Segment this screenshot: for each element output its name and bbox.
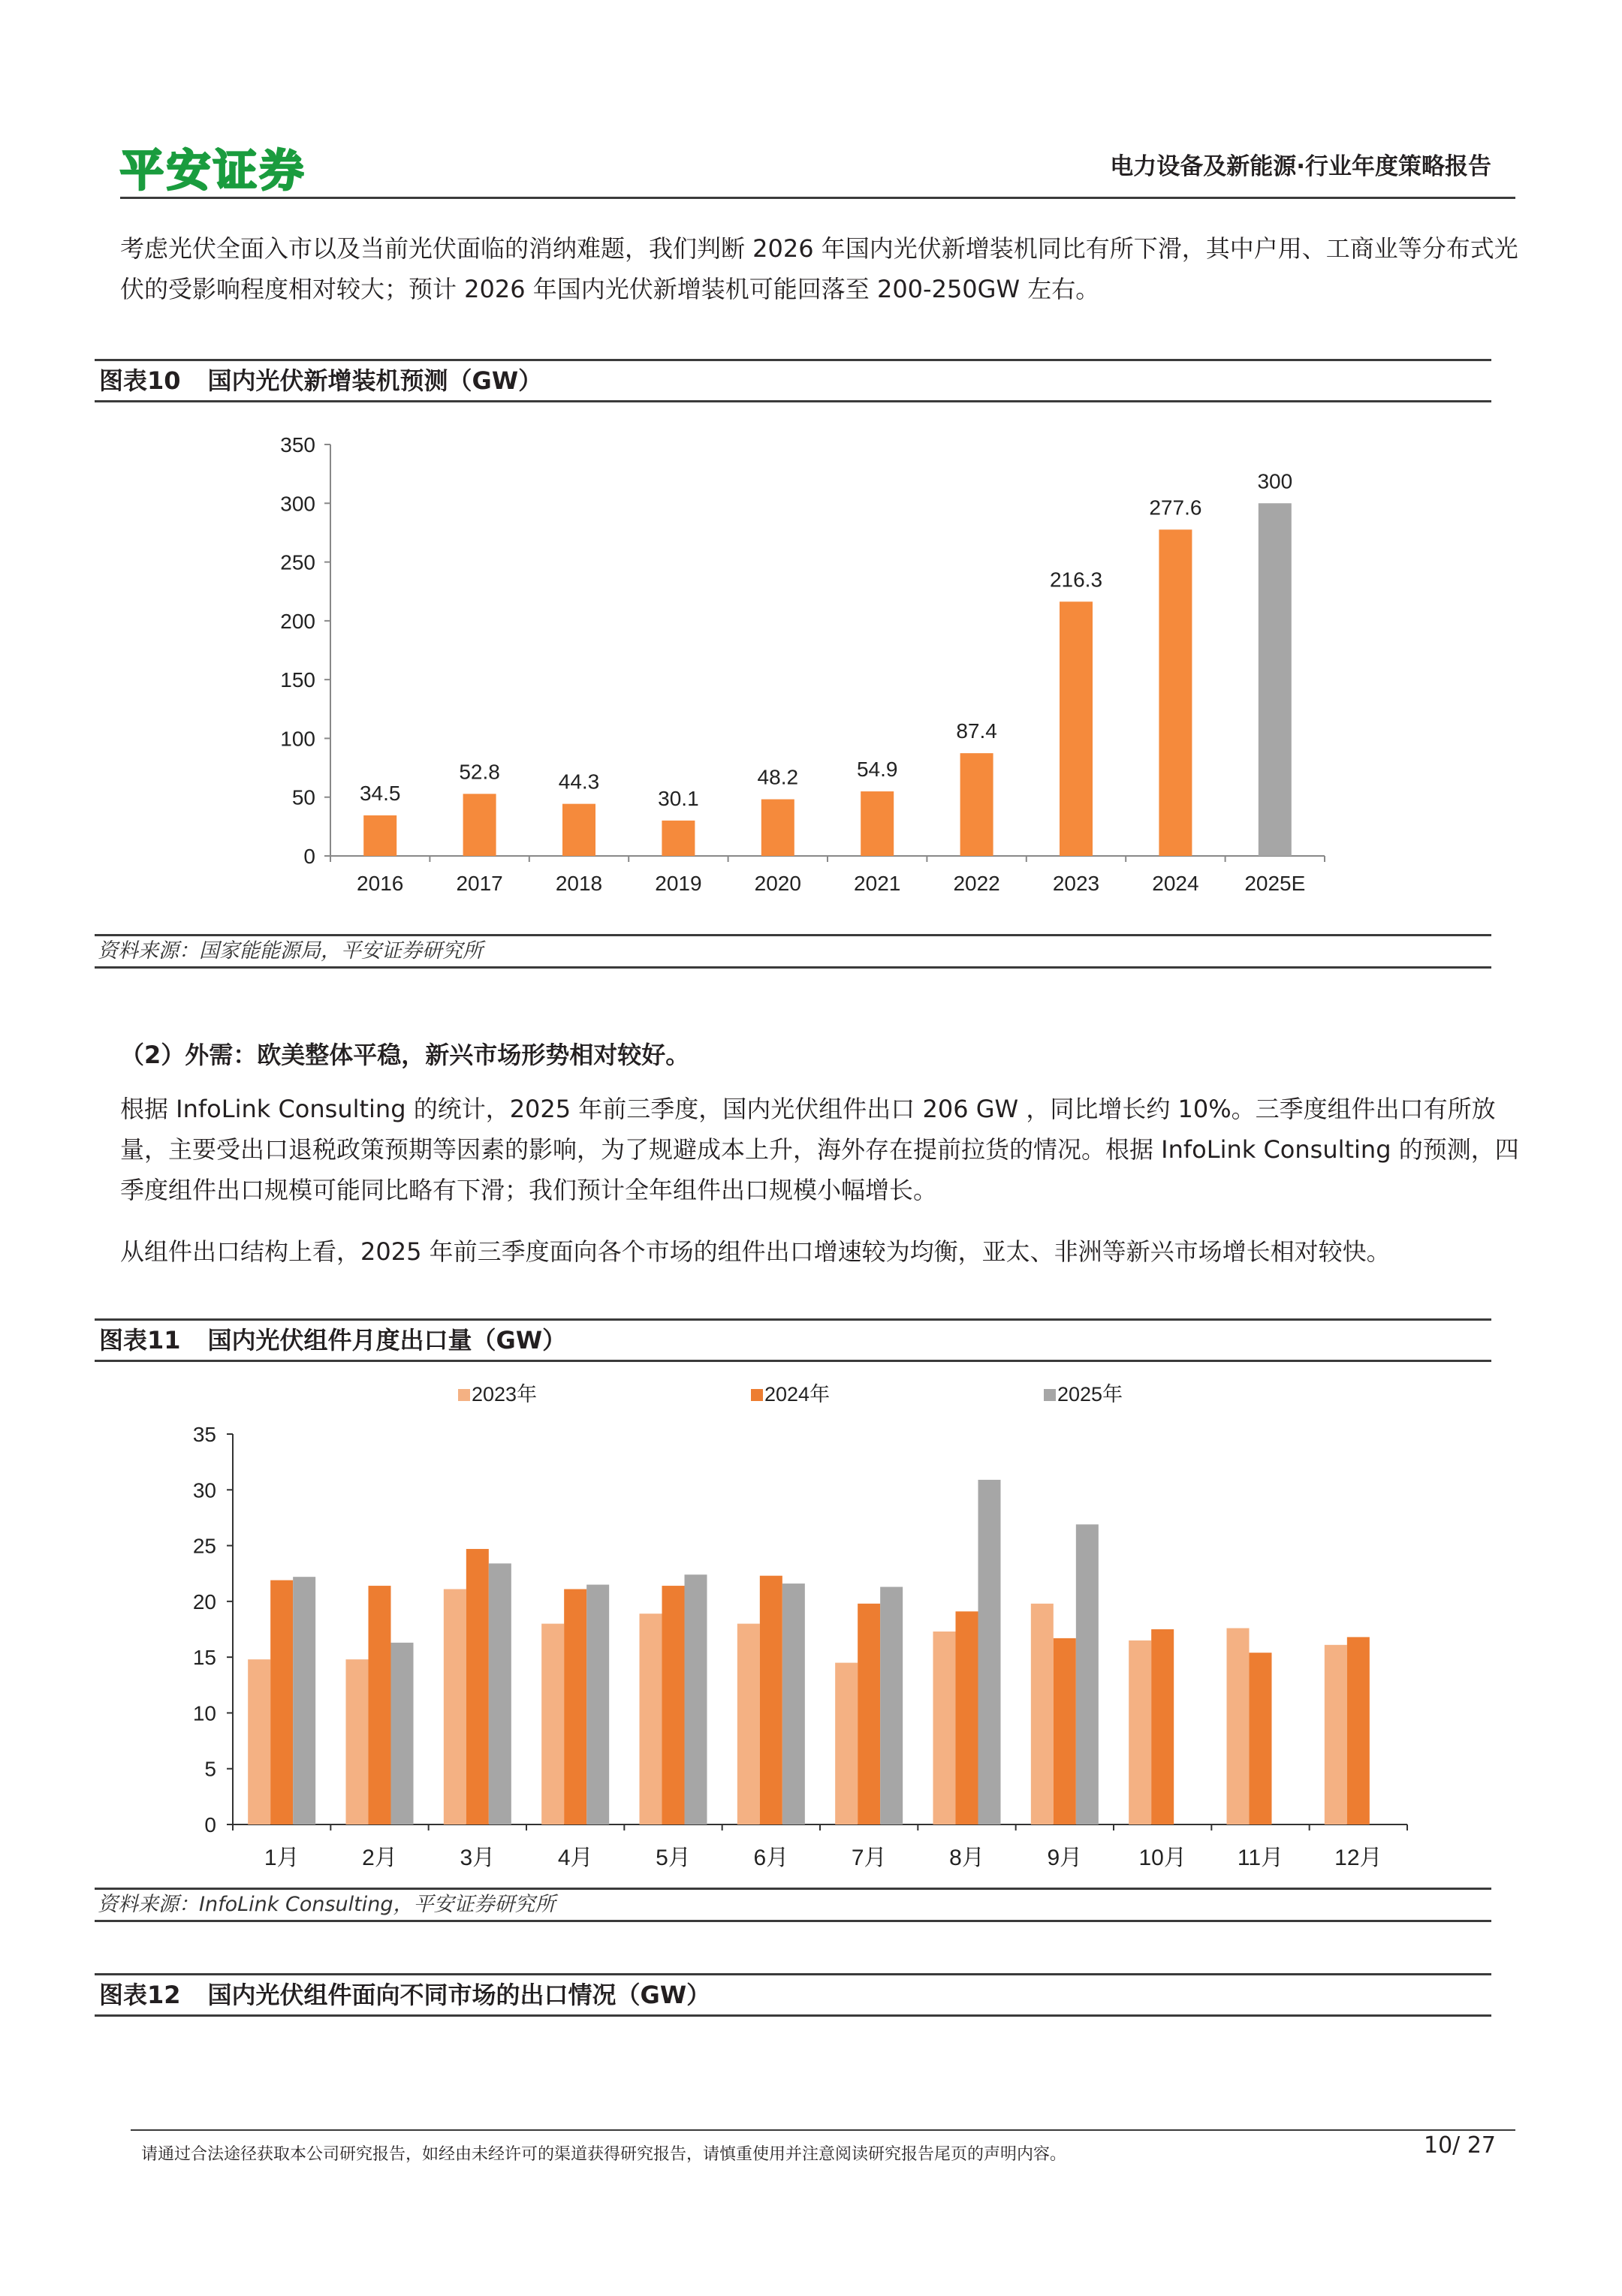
y-tick-label: 150 (280, 668, 315, 692)
x-tick-label: 8月 (949, 1846, 984, 1870)
bar (662, 821, 695, 856)
y-tick-label: 35 (192, 1423, 216, 1446)
bar (444, 1589, 466, 1824)
y-tick-label: 25 (192, 1534, 216, 1558)
x-tick-label: 2017 (456, 872, 503, 895)
bar (737, 1624, 760, 1824)
bar (960, 753, 993, 856)
bar (1250, 1653, 1272, 1824)
x-tick-label: 5月 (656, 1846, 691, 1870)
data-label: 52.8 (459, 760, 500, 784)
bar (685, 1574, 707, 1824)
y-tick-label: 15 (192, 1646, 216, 1670)
figure10-source: 资料来源：国家能能源局，平安证券研究所 (95, 934, 1491, 969)
section2-paragraph1: 根据 InfoLink Consulting 的统计，2025 年前三季度，国内光伏组件出口 206 GW ，同比增长约 10%。三季度组件出口有所放量，主要受出口退税政策预期等因素的影响，为了规避成本上升，海外存在提前拉货的情况。根据 InfoLink Consulting 的预测，四季度组件出口规模可能同比略有下滑；我们预计全年组件出口规模小幅增长。 (120, 1095, 1519, 1204)
bar (489, 1563, 511, 1824)
bar (1060, 601, 1093, 856)
bar (1325, 1645, 1347, 1824)
page-number: 10/ 27 (1424, 2132, 1496, 2159)
x-tick-label: 6月 (753, 1846, 789, 1870)
y-tick-label: 20 (192, 1589, 216, 1614)
figure10-chart (255, 428, 1352, 908)
x-tick-label: 2021 (854, 872, 901, 895)
x-tick-label: 2016 (357, 872, 404, 895)
x-tick-label: 4月 (557, 1846, 593, 1870)
x-tick-label: 12月 (1334, 1846, 1382, 1870)
data-label: 44.3 (558, 770, 600, 794)
bar (978, 1480, 1001, 1824)
footer-disclaimer: 请通过合法途径获取本公司研究报告，如经由未经许可的渠道获得研究报告，请慎重使用并注意阅读研究报告尾页的声明内容。 (141, 2145, 1067, 2164)
legend-label: 2025年 (1057, 1383, 1123, 1406)
figure11-source: 资料来源：InfoLink Consulting，平安证券研究所 (95, 1888, 1491, 1922)
figure10-title: 国内光伏新增装机预测（GW） (207, 366, 543, 395)
legend-swatch (458, 1389, 470, 1401)
y-tick-label: 100 (280, 727, 315, 751)
figure11-chart (150, 1374, 1427, 1885)
bar (861, 791, 894, 856)
data-label: 300 (1257, 469, 1293, 493)
bar (933, 1632, 956, 1824)
x-tick-label: 10月 (1138, 1846, 1186, 1870)
y-tick-label: 30 (192, 1478, 216, 1502)
y-tick-label: 10 (192, 1701, 216, 1725)
figure12-title: 国内光伏组件面向不同市场的出口情况（GW） (207, 1981, 711, 2009)
legend-label: 2024年 (764, 1383, 831, 1406)
figure11-number: 图表11 (99, 1326, 181, 1354)
bar (760, 1576, 782, 1824)
y-tick-label: 50 (291, 785, 315, 809)
report-title: 电力设备及新能源·行业年度策略报告 (1110, 153, 1491, 180)
x-tick-label: 11月 (1237, 1846, 1284, 1870)
figure11-title-bar (95, 1318, 1491, 1362)
x-tick-label: 2023 (1052, 872, 1100, 895)
x-tick-label: 1月 (264, 1846, 300, 1870)
x-tick-label: 3月 (460, 1846, 496, 1870)
data-label: 54.9 (856, 758, 898, 782)
x-tick-label: 2018 (555, 872, 603, 895)
figure10-title-bar (95, 359, 1491, 402)
x-tick-label: 2月 (362, 1846, 397, 1870)
y-tick-label: 0 (204, 1813, 216, 1836)
y-tick-label: 300 (280, 492, 315, 516)
data-label: 277.6 (1149, 496, 1202, 520)
figure12-title-bar (95, 1973, 1491, 2017)
bar (1031, 1604, 1054, 1824)
bar (880, 1587, 903, 1824)
bar (956, 1611, 978, 1824)
bar (640, 1614, 662, 1824)
x-tick-label: 2024 (1152, 872, 1199, 895)
section2-paragraph2: 从组件出口结构上看，2025 年前三季度面向各个市场的组件出口增速较为均衡，亚太、非洲等新兴市场增长相对较快。 (120, 1237, 1391, 1266)
y-tick-label: 0 (303, 845, 315, 868)
x-tick-label: 2020 (754, 872, 801, 895)
y-tick-label: 5 (204, 1757, 216, 1781)
figure10-number: 图表10 (99, 366, 181, 395)
bar (391, 1643, 414, 1824)
bar (564, 1589, 586, 1824)
y-tick-label: 200 (280, 609, 315, 633)
data-label: 216.3 (1049, 568, 1103, 592)
bar (782, 1583, 805, 1824)
data-label: 34.5 (359, 781, 401, 805)
bar (858, 1604, 880, 1824)
bar (463, 794, 496, 856)
bar (1129, 1641, 1151, 1824)
y-tick-label: 250 (280, 550, 315, 574)
x-tick-label: 2025E (1244, 872, 1306, 895)
section2-heading: （2）外需：欧美整体平稳，新兴市场形势相对较好。 (120, 1041, 690, 1069)
bar (1054, 1638, 1076, 1824)
x-tick-label: 7月 (851, 1846, 887, 1870)
legend-swatch (751, 1389, 763, 1401)
company-logo: 平安证券 (120, 145, 307, 196)
bar (1151, 1629, 1174, 1824)
bar (466, 1549, 489, 1824)
bar (662, 1586, 685, 1824)
bar (1076, 1524, 1099, 1824)
data-label: 87.4 (956, 719, 997, 743)
bar (293, 1577, 315, 1824)
bar (1347, 1637, 1370, 1824)
x-tick-label: 9月 (1047, 1846, 1083, 1870)
header-divider (120, 197, 1515, 199)
bar (363, 815, 396, 856)
data-label: 30.1 (658, 786, 699, 810)
bar (346, 1659, 369, 1824)
bar (562, 804, 595, 856)
legend-swatch (1044, 1389, 1056, 1401)
bar (1227, 1629, 1250, 1824)
x-tick-label: 2022 (953, 872, 1000, 895)
legend-label: 2023年 (472, 1383, 538, 1406)
data-label: 48.2 (757, 765, 799, 789)
bar (1159, 529, 1192, 856)
intro-paragraph: 考虑光伏全面入市以及当前光伏面临的消纳难题，我们判断 2026 年国内光伏新增装机同比有所下滑，其中户用、工商业等分布式光伏的受影响程度相对较大；预计 2026 年国内光伏新增装机可能回落至 200-250GW 左右。 (120, 234, 1518, 303)
bar (586, 1585, 609, 1824)
bar (369, 1586, 391, 1824)
bar (1259, 503, 1292, 856)
bar (541, 1624, 564, 1824)
bar (835, 1663, 858, 1824)
footer-divider (131, 2129, 1515, 2131)
y-tick-label: 350 (280, 433, 315, 456)
bar (761, 800, 794, 856)
bar (248, 1659, 270, 1824)
bar (270, 1580, 293, 1824)
x-tick-label: 2019 (655, 872, 702, 895)
figure12-number: 图表12 (99, 1981, 181, 2009)
figure11-title: 国内光伏组件月度出口量（GW） (207, 1326, 567, 1354)
